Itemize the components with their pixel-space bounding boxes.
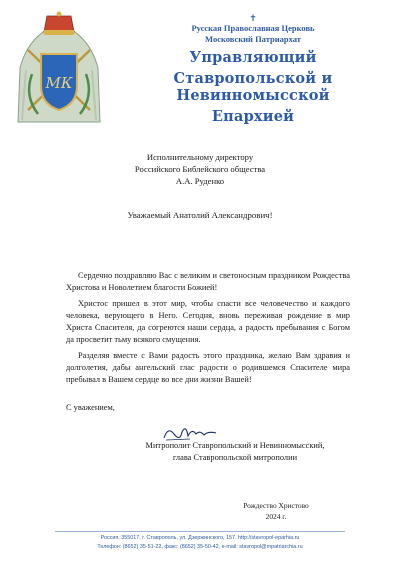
signatory-title: Митрополит Ставропольский и Невинномысский,	[145, 441, 325, 450]
footer-address: Россия, 355017, г. Ставрополь, ул. Дзержинского, 157. http://stavropol-eparhia.ru	[100, 535, 300, 541]
footer-phone-email: Телефон: (8652) 35-51-22, факс: (8652) 35-50-42, e-mail: stavropol@mpatriarchia.ru	[97, 544, 303, 550]
signatory-block	[100, 440, 370, 464]
salutation: Уважаемый Анатолий Александрович!	[127, 210, 273, 220]
date-feast: Рождество Христово	[243, 501, 309, 510]
signatory-position: глава Ставропольской митрополии	[172, 453, 298, 462]
addressee-organization: Российского Библейского общества	[134, 164, 266, 174]
office-title-line1: Управляющий	[189, 49, 317, 66]
addressee-name: А.А. Руденко	[175, 176, 225, 186]
body-paragraph-2: Христос пришел в этот мир, чтобы спасти все человечество и каждого человека, верующего в Него. Сегодня, вновь переживая рождение в мир Христа Спасителя, да согреются наши сердца, а радость пребывания с Богом да просветит тьму всякого смущения.	[66, 299, 350, 344]
footer-divider	[55, 531, 345, 532]
office-title-line3: Епархией	[211, 108, 295, 125]
closing-phrase: С уважением,	[66, 403, 115, 412]
body-paragraph-1: Сердечно поздравляю Вас с великим и светоносным праздником Рождества Христова и Новолетием благости Божией!	[66, 271, 350, 292]
footer-contacts	[0, 531, 400, 552]
date-year: 2024 г.	[265, 512, 287, 521]
letterhead-header	[118, 14, 388, 125]
office-title-line2: Ставропольской и Невинномысской	[173, 70, 333, 104]
cross-icon: ✝	[249, 13, 257, 23]
body-paragraph-3: Разделяя вместе с Вами радость этого праздника, желаю Вам здравия и долголетия, дабы ангельский глас радости о родившемся Спасителе мира пребывал в Вашем сердце во все дни жизни Вашей!	[66, 351, 350, 384]
crest-monogram: МК	[45, 74, 73, 92]
addressee-block	[0, 151, 400, 187]
letter-body	[66, 270, 350, 390]
addressee-position: Исполнительному директору	[146, 152, 254, 162]
church-name: Русская Православная Церковь	[191, 23, 315, 33]
letter-date	[216, 500, 336, 522]
patriarchate-name: Московский Патриархат	[205, 34, 301, 44]
eparchy-crest-emblem	[14, 10, 104, 130]
